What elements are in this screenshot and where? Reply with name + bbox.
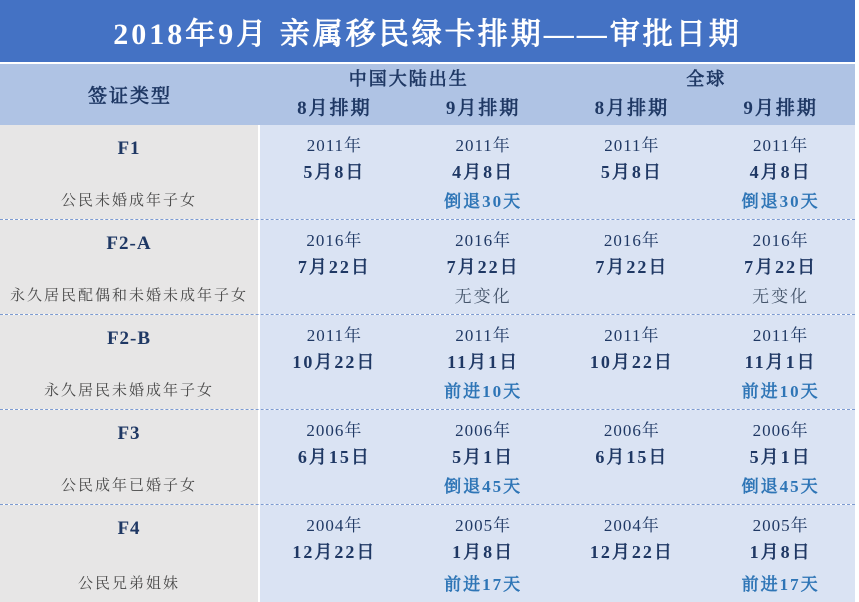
visa-code: F1 <box>117 138 141 159</box>
date-mainland-aug: 2004年 12月22日 <box>292 516 377 562</box>
table-row <box>0 505 855 602</box>
date-global-aug: 2016年 7月22日 <box>595 231 669 277</box>
header-columns <box>260 64 855 125</box>
table-row <box>0 315 855 410</box>
cell-global-aug <box>558 505 707 602</box>
change-note-mainland: 前进17天 <box>444 575 523 594</box>
change-note-global: 倒退30天 <box>741 192 820 211</box>
visa-code: F2-B <box>106 328 152 349</box>
date-mainland-aug: 2006年 6月15日 <box>297 421 371 467</box>
visa-code: F3 <box>117 423 141 444</box>
cell-global-aug <box>558 410 707 504</box>
date-mainland-sep: 2016年 7月22日 <box>446 231 520 277</box>
table-header <box>0 62 855 125</box>
header-group-global: 全球 <box>686 69 727 89</box>
header-visa-type: 签证类型 <box>87 86 172 107</box>
header-col-global-sep: 9月排期 <box>743 97 818 119</box>
cell-global-aug <box>558 125 707 219</box>
date-global-sep: 2006年 5月1日 <box>749 421 812 467</box>
visa-type-cell <box>0 505 260 602</box>
date-mainland-sep: 2011年 11月1日 <box>447 326 520 372</box>
header-col-global-aug: 8月排期 <box>594 97 670 119</box>
change-note-global: 无变化 <box>752 287 810 306</box>
cell-global-sep <box>706 220 855 314</box>
date-global-aug: 2004年 12月22日 <box>589 516 674 562</box>
visa-description: 公民兄弟姐妹 <box>77 576 180 592</box>
visa-type-cell <box>0 125 260 219</box>
change-note-mainland: 无变化 <box>454 287 512 306</box>
cell-mainland-sep <box>409 315 558 409</box>
cell-global-aug <box>558 315 707 409</box>
header-col-mainland-aug: 8月排期 <box>297 97 372 119</box>
header-group-line <box>260 64 855 91</box>
title-bar <box>0 0 855 62</box>
date-mainland-sep: 2011年 4月8日 <box>452 136 515 182</box>
change-note-global: 倒退45天 <box>741 477 820 496</box>
date-mainland-aug: 2011年 5月8日 <box>303 136 366 182</box>
cell-mainland-sep <box>409 220 558 314</box>
change-note-global: 前进17天 <box>741 575 820 594</box>
change-note-global: 前进10天 <box>741 382 820 401</box>
header-month-line <box>260 91 855 125</box>
date-global-sep: 2016年 7月22日 <box>744 231 818 277</box>
cell-mainland-aug <box>260 315 409 409</box>
cell-mainland-aug <box>260 125 409 219</box>
visa-code: F2-A <box>106 233 152 254</box>
date-mainland-sep: 2005年 1月8日 <box>452 516 515 562</box>
header-group-mainland: 中国大陆出生 <box>348 69 469 89</box>
cell-global-sep <box>706 410 855 504</box>
date-global-sep: 2011年 4月8日 <box>749 136 812 182</box>
cell-global-sep <box>706 125 855 219</box>
header-col-mainland-sep: 9月排期 <box>445 97 521 119</box>
change-note-mainland: 前进10天 <box>444 382 523 401</box>
visa-description: 公民未婚成年子女 <box>60 193 197 209</box>
cell-mainland-aug <box>260 220 409 314</box>
cell-mainland-sep <box>409 125 558 219</box>
table-row <box>0 410 855 505</box>
cell-mainland-sep <box>409 505 558 602</box>
date-global-aug: 2011年 10月22日 <box>589 326 674 372</box>
visa-type-cell <box>0 220 260 314</box>
change-note-mainland: 倒退45天 <box>444 477 523 496</box>
table-row <box>0 125 855 220</box>
cell-global-aug <box>558 220 707 314</box>
cell-mainland-sep <box>409 410 558 504</box>
cell-global-sep <box>706 315 855 409</box>
cell-global-sep <box>706 505 855 602</box>
date-global-sep: 2011年 11月1日 <box>744 326 817 372</box>
date-mainland-aug: 2016年 7月22日 <box>297 231 371 277</box>
visa-type-cell <box>0 410 260 504</box>
visa-code: F4 <box>117 518 141 539</box>
date-global-sep: 2005年 1月8日 <box>749 516 812 562</box>
table-row <box>0 220 855 315</box>
cell-mainland-aug <box>260 505 409 602</box>
page-title: 2018年9月 亲属移民绿卡排期——审批日期 <box>113 18 742 51</box>
date-mainland-sep: 2006年 5月1日 <box>452 421 515 467</box>
visa-type-cell <box>0 315 260 409</box>
table-body <box>0 125 855 602</box>
cell-mainland-aug <box>260 410 409 504</box>
change-note-mainland: 倒退30天 <box>444 192 523 211</box>
date-global-aug: 2011年 5月8日 <box>600 136 663 182</box>
visa-description: 公民成年已婚子女 <box>60 478 197 494</box>
date-mainland-aug: 2011年 10月22日 <box>292 326 377 372</box>
visa-description: 永久居民配偶和未婚未成年子女 <box>9 288 248 304</box>
date-global-aug: 2006年 6月15日 <box>595 421 669 467</box>
visa-description: 永久居民未婚成年子女 <box>43 383 214 399</box>
